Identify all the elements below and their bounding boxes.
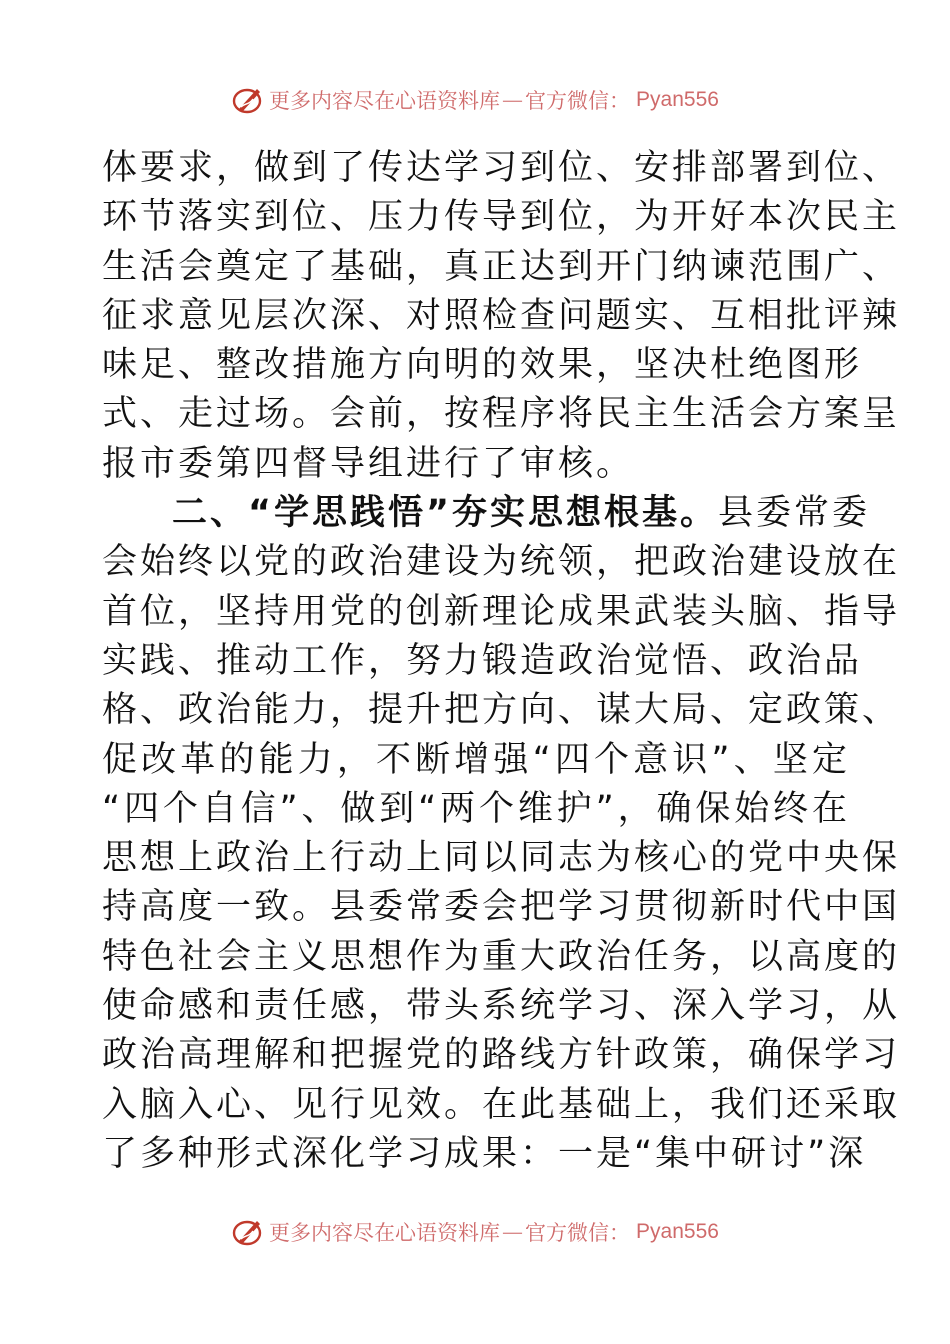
header-watermark-banner <box>0 80 950 120</box>
banner-contact-id: Pyan556 <box>636 1220 719 1243</box>
paragraph-2-line: 持高度一致。县委常委会把学习贯彻新时代中国 <box>102 887 901 928</box>
paragraph-2-line: 政治高理解和把握党的路线方针政策，确保学习 <box>102 1035 901 1076</box>
paragraph-2-line: 特色社会主义思想作为重大政治任务，以高度的 <box>102 936 901 977</box>
paragraph-2-line: “四个自信”、做到“两个维护”，确保始终在 <box>102 788 850 829</box>
banner-text: 更多内容尽在心语资料库 <box>269 89 501 113</box>
quill-pen-icon <box>231 1215 265 1249</box>
paragraph-2-first-line <box>102 489 871 538</box>
paragraph-2-line: 促改革的能力，不断增强“四个意识”、坚定 <box>102 739 850 780</box>
banner-contact-id: Pyan556 <box>636 88 719 111</box>
paragraph-1-line: 味足、整改措施方向明的效果，坚决杜绝图形 <box>102 345 863 386</box>
quill-pen-icon <box>231 83 265 117</box>
banner-separator: — <box>502 88 524 112</box>
paragraph-1-line: 生活会奠定了基础，真正达到开门纳谏范围广、 <box>102 246 901 287</box>
paragraph-1-line: 式、走过场。会前，按程序将民主生活会方案呈 <box>102 394 901 435</box>
section-heading: 二、“学思践悟”夯实思想根基。 <box>172 493 719 534</box>
footer-watermark-banner <box>0 1212 950 1252</box>
banner-text: 更多内容尽在心语资料库 <box>269 1221 501 1245</box>
paragraph-2-line: 思想上政治上行动上同以同志为核心的党中央保 <box>102 838 901 879</box>
paragraph-1-line: 环节落实到位、压力传导到位，为开好本次民主 <box>102 197 901 238</box>
paragraph-2-line: 使命感和责任感，带头系统学习、深入学习，从 <box>102 986 901 1027</box>
banner-separator: — <box>502 1220 524 1244</box>
paragraph-1-line: 报市委第四督导组进行了审核。 <box>102 443 635 484</box>
paragraph-2-line: 格、政治能力，提升把方向、谋大局、定政策、 <box>102 690 901 731</box>
banner-contact-label: 官方微信： <box>525 1221 631 1245</box>
document-body <box>102 144 901 1179</box>
paragraph-2-line: 了多种形式深化学习成果：一是“集中研讨”深 <box>102 1133 867 1174</box>
paragraph-2-line: 实践、推动工作，努力锻造政治觉悟、政治品 <box>102 640 863 681</box>
banner-contact-label: 官方微信： <box>525 89 631 113</box>
paragraph-1-line: 征求意见层次深、对照检查问题实、互相批评辣 <box>102 295 901 336</box>
paragraph-2-lead: 县委常委 <box>718 493 871 534</box>
paragraph-2-line: 首位，坚持用党的创新理论成果武装头脑、指导 <box>102 591 901 632</box>
paragraph-2-line: 入脑入心、见行见效。在此基础上，我们还采取 <box>102 1084 901 1125</box>
paragraph-1-line: 体要求，做到了传达学习到位、安排部署到位、 <box>102 148 901 188</box>
paragraph-2-line: 会始终以党的政治建设为统领，把政治建设放在 <box>102 542 901 583</box>
